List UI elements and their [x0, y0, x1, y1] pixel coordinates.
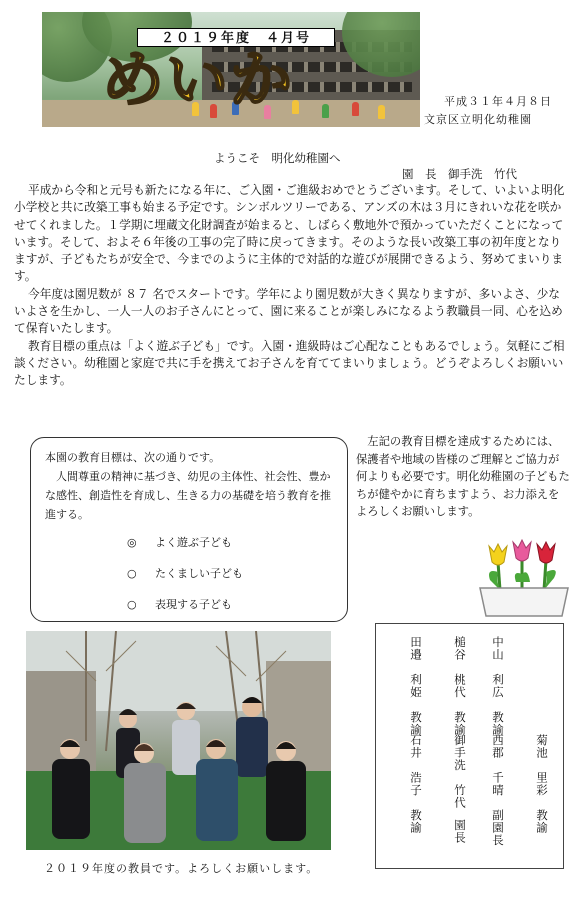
masthead-title: めいか: [102, 43, 295, 116]
staff-role: 園長: [453, 819, 467, 844]
staff-name: 西郡 千晴: [491, 734, 505, 797]
staff-person: [196, 739, 238, 841]
staff-name: 御手洗 竹代: [453, 734, 467, 809]
goals-intro-statement: 人間尊重の精神に基づき、幼児の主体性、社会性、豊かな感性、創造性を育成し、生きる力の基礎を培う教育を推進する。: [45, 470, 331, 521]
goal-bullet: ○: [127, 567, 137, 580]
staff-role: 副園長: [491, 808, 505, 846]
staff-role: 教諭: [453, 710, 467, 736]
goal-label: 表現する子ども: [155, 598, 232, 611]
goal-item: [127, 565, 243, 581]
goal-item: [127, 596, 232, 612]
school-name: 文京区立明化幼稚園: [424, 113, 532, 126]
goal-label: たくましい子ども: [155, 567, 243, 580]
tulip-red: [537, 542, 555, 563]
flower-pot: [480, 588, 568, 616]
staff-entry: [453, 734, 467, 844]
goal-item: [127, 534, 232, 550]
support-message: [356, 433, 570, 521]
staff-role: 教諭: [409, 710, 423, 736]
principal-signature: 園 長 御手洗 竹代: [402, 167, 517, 181]
intro-text: [14, 182, 570, 390]
staff-person: [172, 702, 200, 775]
staff-list-box: [375, 623, 564, 869]
intro-paragraph: 今年度は園児数が ８７ 名でスタートです。学年により園児数が大きく異なりますが、多いよさ、少ないよさを生かし、一人一人のお子さんにとって、園に来ることが楽しみになるよう教職員一同、心を込めて保育いたします。: [14, 286, 563, 336]
education-goals-box: [30, 437, 348, 622]
intro-paragraph: 平成から令和と元号も新たになる年に、ご入園・ご進級おめでとうございます。そして、いよいよ明化小学校と共に改築工事も始まる予定です。シンボルツリーである、アンズの木は３月にきれいな花を咲かせてくれました。１学期に埋蔵文化財調査が始まると、しばらく敷地外で預かっていただくことになっています。そして、およそ６年後の工事の完了時に戻ってきます。そのような長い改築工事の初年度となりますが、子どもたちが安全で、今までのように主体的で対話的な遊びが展開できるよう、努めてまいります。: [14, 183, 565, 284]
staff-name: 槌谷 桃代: [453, 636, 467, 699]
staff-entry: [409, 734, 423, 834]
tulip-pink: [513, 540, 531, 561]
goal-label: よく遊ぶ子ども: [155, 536, 232, 549]
staff-entry: [535, 734, 549, 834]
welcome-heading: ようこそ 明化幼稚園へ: [214, 151, 341, 165]
issue-date: 平成３１年４月８日: [444, 95, 552, 108]
tulip-yellow: [489, 544, 507, 565]
support-paragraph: 左記の教育目標を達成するためには、保護者や地域の皆様のご理解とご協力が何よりも必要です。明化幼稚園の子どもたちが健やかに育ちますよう、お力添えをよろしくお願いします。: [356, 435, 570, 518]
intro-paragraph: 教育目標の重点は「よく遊ぶ子ども」です。入園・進級時はご心配なこともあるでしょう。気軽にご相談ください。幼稚園と家庭で共に手を携えてお子さんを育ててまいりましょう。どうぞよろしくお願いいたします。: [14, 338, 565, 388]
staff-entry: [491, 734, 505, 846]
staff-entry: [453, 636, 467, 736]
tulip-pot-illustration: [476, 532, 572, 618]
staff-role: 教諭: [535, 808, 549, 834]
header-illustration: [42, 12, 420, 127]
staff-group-photo: [26, 631, 331, 850]
goals-intro-line: 本園の教育目標は、次の通りです。: [45, 451, 221, 464]
goal-bullet: ○: [127, 598, 137, 611]
staff-entry: [409, 636, 423, 736]
staff-entry: [491, 636, 505, 736]
staff-name: 菊池 里彩: [535, 734, 549, 797]
goals-intro: [45, 448, 337, 524]
staff-name: 中山 利広: [491, 636, 505, 699]
photo-caption: ２０１９年度の教員です。よろしくお願いします。: [44, 862, 319, 875]
staff-name: 石井 浩子: [409, 734, 423, 797]
staff-name: 田邉 利姫: [409, 636, 423, 699]
issue-label: ２０１９年度 ４月号: [137, 28, 335, 47]
staff-role: 教諭: [409, 808, 423, 834]
goal-bullet: ◎: [127, 536, 137, 549]
staff-role: 教諭: [491, 710, 505, 736]
